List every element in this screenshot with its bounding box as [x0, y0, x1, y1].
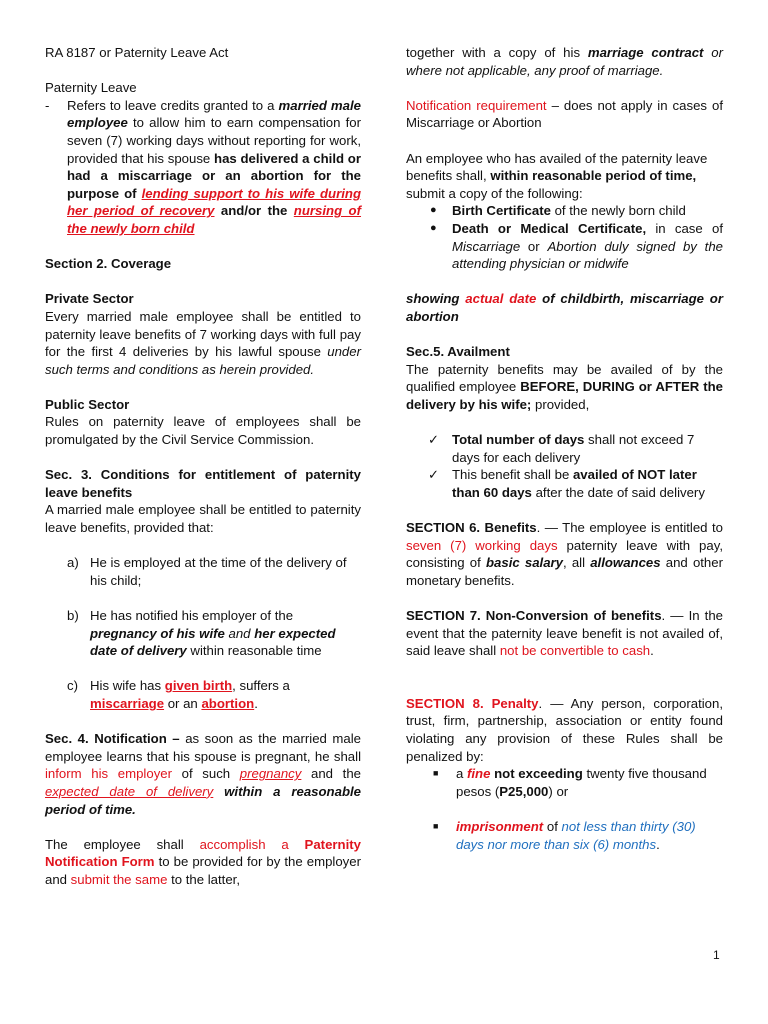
- section-8-text: SECTION 8. Penalty. — Any person, corporation, trust, firm, partnership, association or entity found violating any provision of these Rules shall be penalized by:: [406, 695, 723, 764]
- definition-item: - Refers to leave credits granted to a married male employee to allow him to earn compensation for seven (7) working days without reporting for work, provided that his spouse has delivered a child or had a miscarriage or an abortion for the purpose of lending support to his wife during her period of recovery and/or the nursing of the newly born child: [45, 97, 362, 236]
- penalties-list: [406, 765, 723, 853]
- document-title: RA 8187 or Paternity Leave Act: [45, 45, 229, 60]
- section-3-text: A married male employee shall be entitled to paternity leave benefits, provided that:: [45, 502, 361, 536]
- public-sector-heading: Public Sector: [45, 396, 130, 412]
- condition-c: c) His wife has given birth, suffers a miscarriage or an abortion.: [67, 678, 290, 711]
- checkmark-icon: ✓: [428, 467, 440, 483]
- availment-conditions-list: [406, 431, 723, 501]
- showing-text: showing actual date of childbirth, miscarriage or abortion: [406, 291, 723, 324]
- dash-marker: -: [45, 97, 50, 113]
- definition-list: [45, 97, 361, 238]
- availed-text: An employee who has availed of the paternity leave benefits shall, within reasonable period of time, submit a copy of the following:: [406, 150, 708, 201]
- paternity-leave-heading: Paternity Leave: [45, 80, 137, 96]
- documents-list: [406, 202, 723, 272]
- public-sector-text: Rules on paternity leave of employees shall be promulgated by the Civil Service Commission.: [45, 414, 361, 448]
- right-column: [406, 0, 723, 853]
- document-item: ● Death or Medical Certificate, in case of Miscarriage or Abortion duly signed by the attending physician or midwife: [430, 220, 723, 272]
- private-sector-heading: Private Sector: [45, 291, 134, 307]
- check-item: ✓ This benefit shall be availed of NOT later than 60 days after the date of said delivery: [428, 467, 705, 500]
- notification-requirement: Notification requirement – does not apply in cases of Miscarriage or Abortion: [406, 97, 723, 131]
- section-7-text: SECTION 7. Non-Conversion of benefits. — In the event that the paternity leave benefit is not availed of, said leave shall not be convertible to cash.: [406, 608, 723, 659]
- conditions-list: [45, 554, 361, 712]
- section-4-text: Sec. 4. Notification – as soon as the married male employee learns that his spouse is pregnant, he shall inform his employer of such pregnancy and the expected date of delivery within a reasonable period of time.: [45, 731, 361, 817]
- document-item: ● Birth Certificate of the newly born child: [430, 203, 686, 219]
- penalty-item: ■ a fine not exceeding twenty five thousand pesos (P25,000) or: [433, 766, 707, 799]
- page-number: 1: [713, 948, 720, 962]
- section-5-heading: Sec.5. Availment: [406, 344, 510, 360]
- penalty-item: ■ imprisonment of not less than thirty (30) days nor more than six (6) months.: [433, 818, 696, 852]
- notification-form-text: The employee shall accomplish a Paternity Notification Form to be provided for by the employer and submit the same to the latter,: [45, 836, 361, 887]
- condition-b: b) He has notified his employer of the pregnancy of his wife and her expected date of delivery within reasonable time: [67, 608, 336, 659]
- section-6-text: SECTION 6. Benefits. — The employee is entitled to seven (7) working days paternity leave with pay, consisting of basic salary, all allowances and other monetary benefits.: [406, 520, 723, 588]
- section-2-heading: Section 2. Coverage: [45, 256, 172, 272]
- continuation-text: together with a copy of his marriage contract or where not applicable, any proof of marriage.: [406, 45, 724, 78]
- section-3-heading: Sec. 3. Conditions for entitlement of paternity leave benefits: [45, 467, 361, 500]
- private-sector-text: Every married male employee shall be entitled to paternity leave benefits of 7 working days with full pay for the first 4 deliveries by his lawful spouse under such terms and conditions as herein provided.: [45, 308, 361, 377]
- left-column: [45, 0, 361, 889]
- condition-a: a) He is employed at the time of the delivery of his child;: [67, 555, 347, 588]
- checkmark-icon: ✓: [428, 432, 440, 448]
- check-item: ✓ Total number of days shall not exceed 7 days for each delivery: [428, 432, 695, 465]
- section-5-text: The paternity benefits may be availed of by the qualified employee BEFORE, DURING or AFTER the delivery by his wife; provided,: [406, 361, 723, 412]
